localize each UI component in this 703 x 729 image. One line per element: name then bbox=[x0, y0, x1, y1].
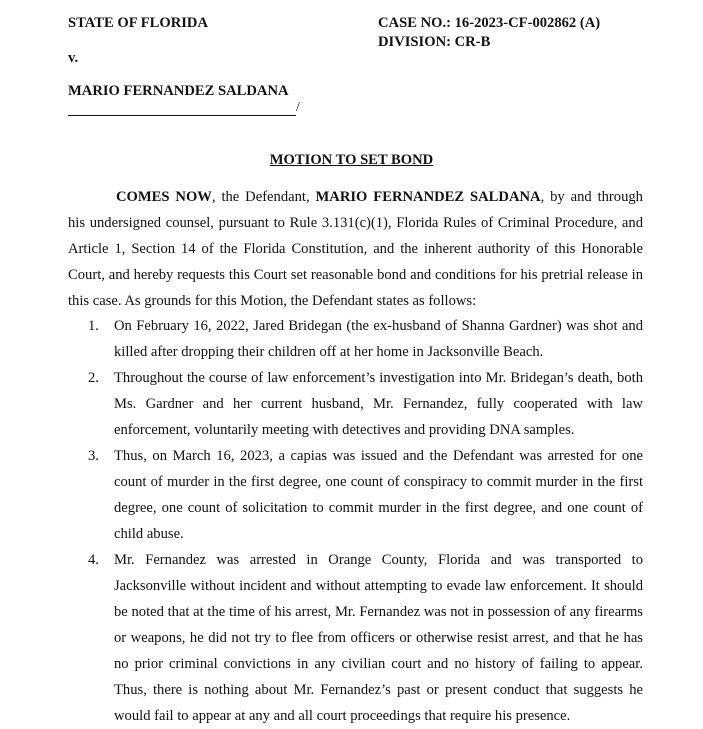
list-item bbox=[68, 365, 643, 443]
caption-slash: / bbox=[296, 100, 300, 115]
caption-underline bbox=[68, 99, 296, 116]
list-item-text: Mr. Fernandez was arrested in Orange County, Florida and was transported to Jacksonville without incident and without attempting to evade law enforcement. It should be noted that at the time of his arrest, Mr. Fernandez was not in possession of any firearms or weapons, he did not try to flee from officers or otherwise resist arrest, and that he has no prior criminal convictions in any civilian court and no history of failing to appear. Thus, there is nothing about Mr. Fernandez’s past or present conduct that suggests he would fail to appear at any and all court proceedings that require his presence. bbox=[114, 552, 643, 724]
intro-part1: , the Defendant, bbox=[211, 189, 316, 205]
list-item-number: 2. bbox=[88, 370, 99, 386]
caption-case-block bbox=[378, 14, 600, 52]
list-item-number: 1. bbox=[88, 318, 99, 334]
caption-state: STATE OF FLORIDA bbox=[68, 15, 209, 31]
intro-paragraph bbox=[68, 184, 643, 314]
intro-defendant-name: MARIO FERNANDEZ SALDANA bbox=[315, 189, 541, 205]
list-item bbox=[68, 547, 643, 729]
caption-versus: v. bbox=[68, 50, 79, 66]
list-item-text: Throughout the course of law enforcement’s investigation into Mr. Bridegan’s death, both Ms. Gardner and her current husband, Mr. Fernandez, fully cooperated with law enforcement, voluntarily meeting with detectives and providing DNA samples. bbox=[114, 370, 643, 438]
intro-part2: , by and through his undersigned counsel, pursuant to Rule 3.131(c)(1), Florida Rules of Criminal Procedure, and Article 1, Section 14 of the Florida Constitution, and the inherent authority of this Honorable Court, and hereby requests this Court set reasonable bond and conditions for his pretrial release in this case. As grounds for this Motion, the Defendant states as follows: bbox=[68, 189, 643, 309]
caption-defendant-name: MARIO FERNANDEZ SALDANA bbox=[68, 83, 289, 99]
list-item-text: On February 16, 2022, Jared Bridegan (the ex-husband of Shanna Gardner) was shot and killed after dropping their children off at her home in Jacksonville Beach. bbox=[114, 318, 643, 360]
list-item bbox=[68, 313, 643, 365]
division: DIVISION: CR-B bbox=[378, 34, 491, 50]
document-title: MOTION TO SET BOND bbox=[269, 152, 434, 168]
grounds-list bbox=[68, 313, 643, 729]
list-item-number: 4. bbox=[88, 552, 99, 568]
intro-comes-now: COMES NOW bbox=[116, 189, 212, 205]
list-item-text: Thus, on March 16, 2023, a capias was issued and the Defendant was arrested for one count of murder in the first degree, one count of conspiracy to commit murder in the first degree, one count of solicitation to commit murder in the first degree, and one count of child abuse. bbox=[114, 448, 643, 542]
case-number: CASE NO.: 16-2023-CF-002862 (A) bbox=[378, 15, 601, 31]
list-item-number: 3. bbox=[88, 448, 99, 464]
list-item bbox=[68, 443, 643, 547]
